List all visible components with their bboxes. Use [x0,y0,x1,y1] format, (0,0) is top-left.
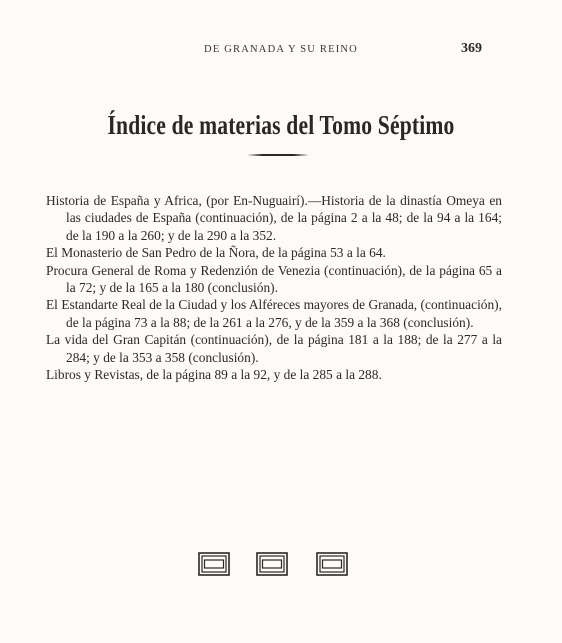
ornament-row [0,552,562,578]
running-head [0,41,562,60]
index-entry: La vida del Gran Capitán (continuación), de la página 181 a la 188; de la 277 a la 284; y de la 353 a 358 (conclusión). [46,332,502,365]
running-title: DE GRANADA Y SU REINO [204,44,358,55]
page-number: 369 [461,41,482,56]
page-title: Índice de materias del Tomo Séptimo [107,110,455,140]
index-entries [46,192,502,383]
title-divider [247,154,309,156]
index-entry: Libros y Revistas, de la página 89 a la 92, y de la 285 a la 288. [46,367,382,383]
framed-rectangle-icon [256,552,288,576]
index-entry: El Estandarte Real de la Ciudad y los Alféreces mayores de Granada, (continuación), de la página 73 a la 88; de la 261 a la 276, y de la 359 a la 368 (conclusión). [46,297,502,330]
index-entry: El Monasterio de San Pedro de la Ñora, de la página 53 a la 64. [46,245,386,261]
framed-rectangle-icon [198,552,230,576]
index-entry: Procura General de Roma y Redenzión de Venezia (continuación), de la página 65 a la 72; y de la 165 a la 180 (conclusión). [46,262,502,296]
framed-rectangle-icon [316,552,348,576]
index-entry: Historia de España y Africa, (por En-Nuguairí).—Historia de la dinastía Omeya en las ciudades de España (continuación), de la página 2 a la 48; de la 94 a la 164; de la 190 a la 260; y de la 290 a la 352. [46,193,502,243]
